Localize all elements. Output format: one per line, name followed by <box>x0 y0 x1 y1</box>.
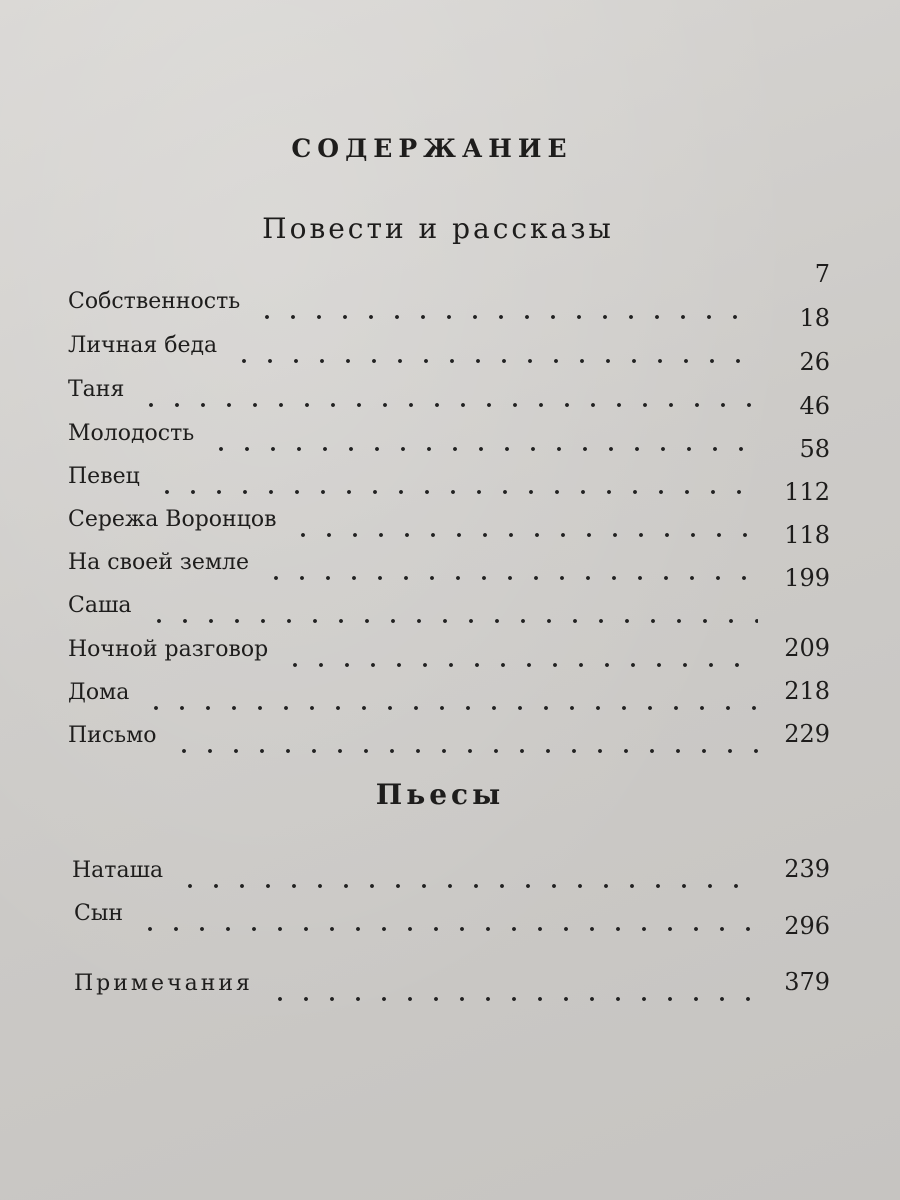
toc-entry-title: Наташа <box>72 858 164 883</box>
dot-leader <box>171 728 758 754</box>
dot-leader <box>282 642 758 668</box>
section-title-stories: Повести и рассказы <box>262 212 614 245</box>
dot-leader <box>138 382 758 408</box>
toc-entry-page: 112 <box>784 478 830 506</box>
toc-entry-title: Сережа Воронцов <box>68 507 277 532</box>
toc-entry-notes <box>74 968 830 1002</box>
toc-entry <box>68 634 830 668</box>
toc-entry-title: Саша <box>68 593 132 618</box>
toc-entry <box>72 855 830 889</box>
toc-entry-page: 7 <box>814 260 830 288</box>
toc-entry-title: Письмо <box>68 723 157 748</box>
dot-leader <box>177 863 758 889</box>
toc-entry-page: 379 <box>784 968 830 996</box>
section-title-plays: Пьесы <box>375 778 505 811</box>
dot-leader <box>263 555 758 581</box>
toc-entry-page: 239 <box>784 855 830 883</box>
toc-entry-title: Дома <box>68 680 130 705</box>
toc-entry-title: Певец <box>68 464 140 489</box>
toc-entry-page: 296 <box>784 912 830 940</box>
dot-leader <box>154 469 758 495</box>
toc-entry-title: Личная беда <box>68 333 218 358</box>
toc-entry-title: Ночной разговор <box>68 637 269 662</box>
toc-entry <box>68 304 830 364</box>
toc-entry-page: 26 <box>799 348 830 376</box>
dot-leader <box>267 976 758 1002</box>
toc-entry <box>68 677 830 711</box>
dot-leader <box>146 598 758 624</box>
toc-entry <box>68 348 830 408</box>
toc-entry-page: 46 <box>799 392 830 420</box>
toc-entry-page: 18 <box>799 304 830 332</box>
toc-entry-page: 118 <box>784 521 830 549</box>
toc-entry-page: 209 <box>784 634 830 662</box>
toc-entry-title: На своей земле <box>68 550 250 575</box>
toc-entry-page: 229 <box>784 720 830 748</box>
dot-leader <box>231 338 758 364</box>
toc-entry <box>74 898 830 940</box>
dot-leader <box>290 512 758 538</box>
page-title: СОДЕРЖАНИЕ <box>291 134 573 163</box>
toc-entry-title: Таня <box>68 377 125 402</box>
toc-entry <box>68 521 830 581</box>
dot-leader <box>208 426 758 452</box>
toc-entry <box>68 392 830 452</box>
toc-entry-page: 58 <box>799 435 830 463</box>
toc-entry-title: Сын <box>74 901 124 926</box>
dot-leader <box>137 906 758 932</box>
toc-entry <box>68 564 830 624</box>
toc-entry-page: 218 <box>784 677 830 705</box>
toc-entry <box>68 720 830 754</box>
dot-leader <box>254 294 758 320</box>
dot-leader <box>143 685 758 711</box>
toc-entry-title: Собственность <box>68 289 241 314</box>
toc-entry <box>68 478 830 538</box>
toc-entry-page: 199 <box>784 564 830 592</box>
toc-entry-title: Молодость <box>68 421 195 446</box>
toc-entry <box>68 260 830 320</box>
toc-entry-title: Примечания <box>74 971 253 996</box>
toc-entry <box>68 435 830 495</box>
